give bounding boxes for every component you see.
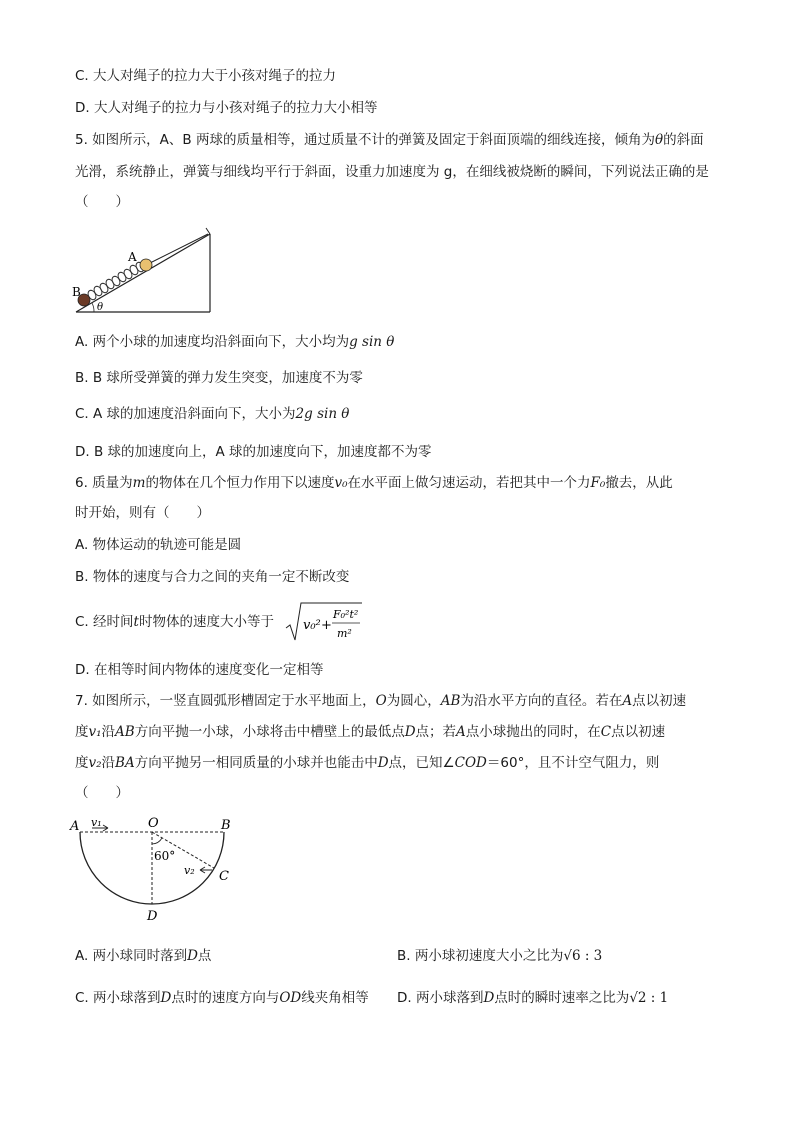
q5-option-b: B. B 球所受弹簧的弹力发生突变，加速度不为零 bbox=[75, 370, 363, 386]
q6-speed-formula bbox=[284, 600, 364, 644]
q7-option-d: D. 两小球落到D点时的瞬时速率之比为√2 : 1 bbox=[397, 990, 669, 1006]
q5-option-d: D. B 球的加速度向上，A 球的加速度向下，加速度都不为零 bbox=[75, 444, 432, 460]
label-b: B bbox=[72, 285, 81, 299]
formula-denominator: m² bbox=[337, 627, 352, 640]
incline-top-mark bbox=[206, 228, 210, 234]
q5-stem-line2: 光滑，系统静止，弹簧与细线均平行于斜面，设重力加速度为 g，在细线被烧断的瞬间，下列说法正确的是 bbox=[75, 164, 709, 180]
spring bbox=[86, 261, 145, 301]
ball-a bbox=[140, 259, 152, 271]
label-d: D bbox=[147, 909, 158, 924]
q7-stem-line1: 7. 如图所示，一竖直圆弧形槽固定于水平地面上，O为圆心，AB为沿水平方向的直径。若在A点以初速 bbox=[75, 693, 687, 709]
incline-slope bbox=[76, 234, 210, 312]
label-angle: 60° bbox=[154, 849, 176, 863]
label-theta: θ bbox=[97, 302, 104, 313]
angle-arc bbox=[152, 838, 162, 844]
label-c: C bbox=[219, 869, 229, 884]
q4-option-c: C. 大人对绳子的拉力大于小孩对绳子的拉力 bbox=[75, 68, 337, 84]
q6-option-c: C. 经时间t时物体的速度大小等于 bbox=[75, 614, 274, 630]
formula-v0sq: v₀² bbox=[303, 618, 321, 633]
formula-numerator: F₀²t² bbox=[333, 608, 359, 621]
q4-option-d: D. 大人对绳子的拉力与小孩对绳子的拉力大小相等 bbox=[75, 100, 378, 116]
label-b: B bbox=[221, 818, 231, 833]
q7-option-b: B. 两小球初速度大小之比为√6 : 3 bbox=[397, 948, 603, 964]
label-o: O bbox=[148, 816, 159, 831]
q7-stem-line2: 度v₁沿AB方向平抛一小球，小球将击中槽壁上的最低点D点；若A点小球抛出的同时，在C点以初速 bbox=[75, 724, 666, 740]
angle-arc bbox=[92, 303, 94, 312]
q6-option-b: B. 物体的速度与合力之间的夹角一定不断改变 bbox=[75, 569, 350, 585]
formula-plus: + bbox=[321, 618, 332, 633]
q5-option-a: A. 两个小球的加速度均沿斜面向下，大小均为g sin θ bbox=[75, 334, 395, 350]
q5-stem-line3: （ ） bbox=[75, 194, 129, 210]
q5-option-c: C. A 球的加速度沿斜面向下，大小为2g sin θ bbox=[75, 406, 350, 422]
q5-incline-figure bbox=[70, 224, 220, 318]
q7-semicircle-figure bbox=[66, 814, 246, 928]
q5-stem-line1: 5. 如图所示，A、B 两球的质量相等，通过质量不计的弹簧及固定于斜面顶端的细线连接，倾角为θ的斜面 bbox=[75, 132, 704, 148]
q6-option-a: A. 物体运动的轨迹可能是圆 bbox=[75, 537, 242, 553]
q6-stem-line2: 时开始，则有（ ） bbox=[75, 505, 210, 521]
label-a: A bbox=[70, 819, 80, 834]
label-v2: v₂ bbox=[184, 864, 195, 877]
label-v1: v₁ bbox=[91, 816, 102, 829]
q7-option-a: A. 两小球同时落到D点 bbox=[75, 948, 212, 964]
q6-option-d: D. 在相等时间内物体的速度变化一定相等 bbox=[75, 662, 324, 678]
q7-option-c: C. 两小球落到D点时的速度方向与OD线夹角相等 bbox=[75, 990, 369, 1006]
q7-stem-line4: （ ） bbox=[75, 785, 129, 801]
label-a: A bbox=[128, 250, 137, 264]
string bbox=[150, 234, 208, 263]
q6-stem-line1: 6. 质量为m的物体在几个恒力作用下以速度v₀在水平面上做匀速运动，若把其中一个力F₀撤去，从此 bbox=[75, 475, 673, 491]
q7-stem-line3: 度v₂沿BA方向平抛另一相同质量的小球并也能击中D点，已知∠COD＝60°，且不计空气阻力，则 bbox=[75, 755, 660, 771]
